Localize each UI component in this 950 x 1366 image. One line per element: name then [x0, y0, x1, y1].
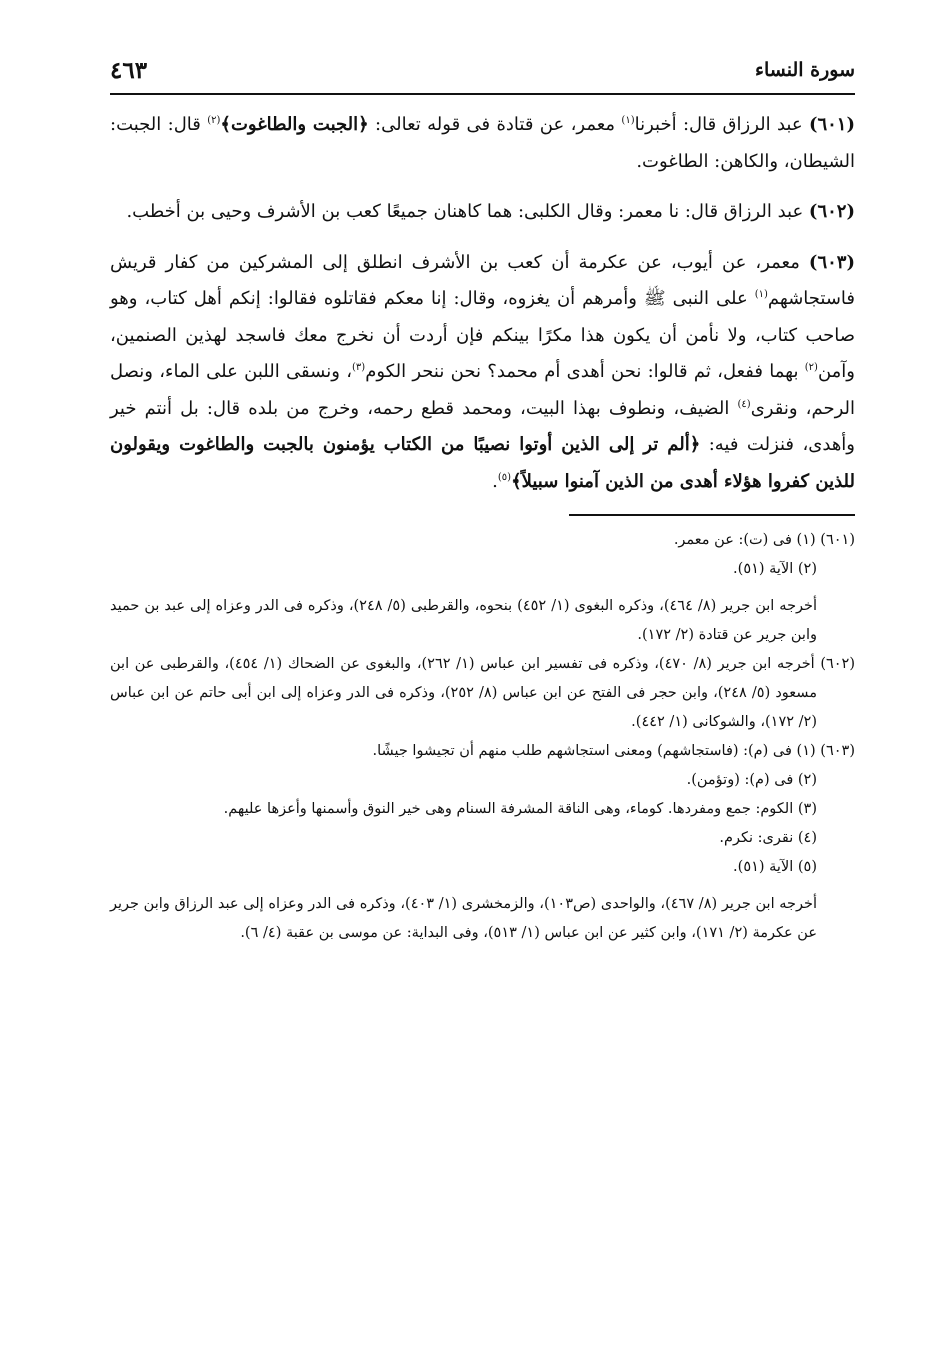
footnote-601-2: (٢) الآية (٥١).	[733, 561, 817, 577]
footnote-603-5: (٥) الآية (٥١).	[733, 859, 817, 875]
narration-number: (٦٠٣)	[808, 251, 855, 273]
quran-quote: ﴿الجبت والطاغوت﴾	[220, 114, 369, 135]
footnote-marker: (٤)	[737, 398, 751, 410]
narration-text: عبد الرزاق قال: نا معمر: وقال الكلبى: هما كاهنان جميعًا كعب بن الأشرف وحيى بن أخطب.	[126, 201, 804, 222]
footnote-603-takhrij: أخرجه ابن جرير (٨/ ٤٦٧)، والواحدى (ص١٠٣)، والزمخشرى (١/ ٤٠٣)، وذكره فى الدر وعزاه إلى عبد الرزاق وابن جرير عن عكرمة (٢/ ١٧١)، وابن كثير عن ابن عباس (١/ ٥١٣)، وفى البداية: عن موسى بن عقبة (٤/ ٦).	[110, 896, 817, 941]
narration-text: معمر، عن قتادة فى قوله تعالى:	[368, 114, 622, 135]
narration-text: الضيف، ونطوف بهذا البيت، ومحمد قطع رحمه، وخرج من بلده قال: بل أنتم خير وأهدى، فنزلت فيه:	[110, 397, 855, 455]
footnote-603-2: (٢) فى (م): (وتؤمن).	[686, 772, 817, 788]
footnote-601-takhrij: أخرجه ابن جرير (٨/ ٤٦٤)، وذكره البغوى (١/ ٤٥٢) بنحوه، والقرطبى (٥/ ٢٤٨)، وذكره فى الدر وعزاه إلى عبد بن حميد وابن جرير عن قتادة (٢/ ١٧٢).	[110, 598, 818, 643]
running-header	[110, 55, 855, 95]
narration-text: .	[492, 470, 498, 492]
narration-text: بهما ففعل، ثم قالوا: نحن أهدى أم محمد؟ نحن ننحر الكوم	[365, 361, 805, 382]
footnote-marker: (٥)	[497, 471, 512, 483]
footnotes	[110, 526, 855, 948]
footnote-marker: (١)	[621, 115, 635, 126]
narration-text: معمر، عن أيوب، عن عكرمة أن كعب بن الأشرف انطلق إلى المشركين من كفار قريش فاستجاشهم	[110, 251, 855, 309]
footnote-marker: (٢)	[207, 115, 221, 126]
footnote-marker: (٢)	[804, 362, 818, 373]
footnote-marker: (٣)	[352, 362, 366, 373]
footnote-603-3: (٣) الكوم: جمع ومفردها. كوماء، وهى الناقة المشرفة السنام وهى خير النوق وأسمنها وأعزها عليهم.	[223, 801, 817, 817]
narration-number: (٦٠٢)	[808, 201, 855, 222]
narration-text: على النبى ﷺ وأمرهم أن يغزوه، وقال: إنا معكم فقاتلوه فقالوا: إنكم أهل كتاب، وهو صاحب كتاب، ولا نأمن أن يكون هذا مكرًا بينكم فإن أردت أن نخرج معك فاسجد لهذين الصنمين، وآمن	[110, 288, 855, 382]
page-number: ٤٦٣	[110, 57, 148, 84]
footnote-marker: (١)	[754, 289, 768, 300]
footnote-602: (٦٠٢) أخرجه ابن جرير (٨/ ٤٧٠)، وذكره فى تفسير ابن عباس (١/ ٢٦٢)، والبغوى عن الضحاك (١/ ٤٥٤)، والقرطبى عن ابن مسعود (٥/ ٢٤٨)، وابن حجر فى الفتح عن ابن عباس (٨/ ٢٥٢)، وذكره فى الدر وعزاه إلى ابن أبى حاتم عن ابن عباس (٢/ ١٧٢)، والشوكانى (١/ ٤٤٢).	[110, 656, 856, 730]
narration-602	[110, 194, 855, 231]
main-text	[110, 107, 855, 500]
narration-text: قال: الجبت: الشيطان، والكاهن: الطاغوت.	[110, 114, 855, 172]
footnote-601-1: (٦٠١) (١) فى (ت): عن معمر.	[673, 532, 855, 548]
surah-title: سورة النساء	[755, 59, 855, 81]
narration-603	[110, 245, 855, 501]
footnote-603-4: (٤) نقرى: نكرم.	[719, 830, 817, 846]
narration-text: ، ونسقى اللبن على الماء، ونصل الرحم، ونقرى	[110, 361, 855, 419]
footnote-divider	[569, 514, 855, 516]
narration-text: عبد الرزاق قال: أخبرنا	[634, 114, 803, 135]
footnote-603-1: (٦٠٣) (١) فى (م): (فاستجاشهم) ومعنى استجاشهم طلب منهم أن تجيشوا جيشًا.	[372, 743, 855, 759]
quran-quote: ﴿ألم تر إلى الذين أوتوا نصيبًا من الكتاب يؤمنون بالجبت والطاغوت ويقولون للذين كفروا هؤلاء أهدى من الذين آمنوا سبيلاً﴾	[110, 434, 855, 492]
narration-number: (٦٠١)	[808, 114, 856, 135]
book-page	[110, 55, 855, 948]
narration-601	[110, 107, 855, 180]
